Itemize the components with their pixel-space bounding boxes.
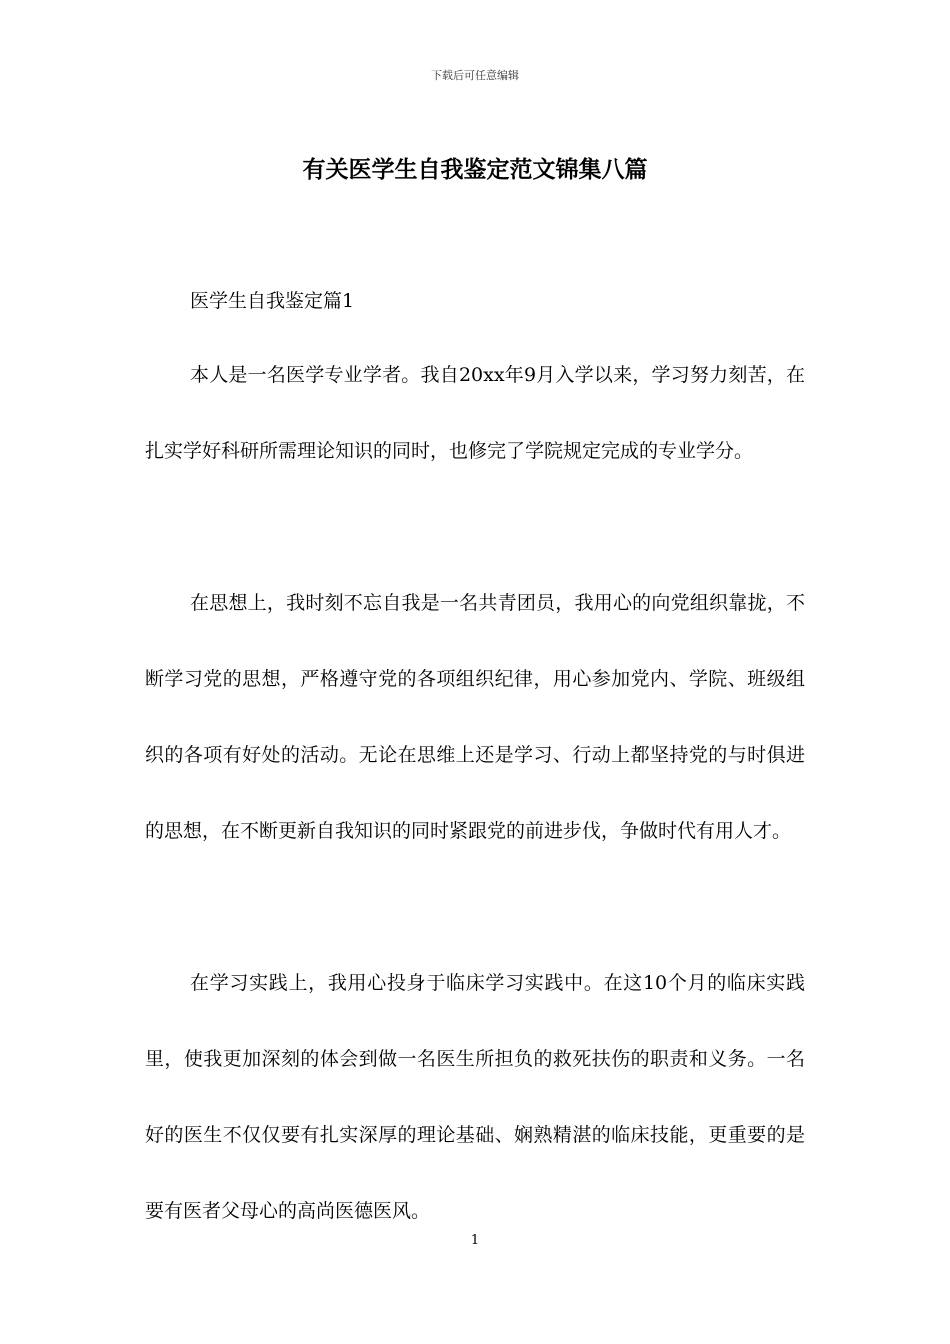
section-heading: 医学生自我鉴定篇1 bbox=[190, 290, 355, 312]
page-header-note: 下载后可任意编辑 bbox=[431, 69, 519, 82]
document-title: 有关医学生自我鉴定范文锦集八篇 bbox=[302, 156, 648, 183]
page-number: 1 bbox=[470, 1233, 480, 1248]
body-paragraph-1: 本人是一名医学专业学者。我自20xx年9月入学以来，学习努力刻苦，在扎实学好科研所需理论知识的同时，也修完了学院规定完成的专业学分。 bbox=[145, 364, 805, 462]
body-paragraph-3: 在学习实践上，我用心投身于临床学习实践中。在这10个月的临床实践里，使我更加深刻的体会到做一名医生所担负的救死扶伤的职责和义务。一名好的医生不仅仅要有扎实深厚的理论基础、娴熟精湛的临床技能，更重要的是要有医者父母心的高尚医德医风。 bbox=[145, 972, 805, 1222]
body-paragraph-2: 在思想上，我时刻不忘自我是一名共青团员，我用心的向党组织靠拢，不断学习党的思想，严格遵守党的各项组织纪律，用心参加党内、学院、班级组织的各项有好处的活动。无论在思维上还是学习、行动上都坚持党的与时俱进的思想，在不断更新自我知识的同时紧跟党的前进步伐，争做时代有用人才。 bbox=[145, 592, 805, 842]
